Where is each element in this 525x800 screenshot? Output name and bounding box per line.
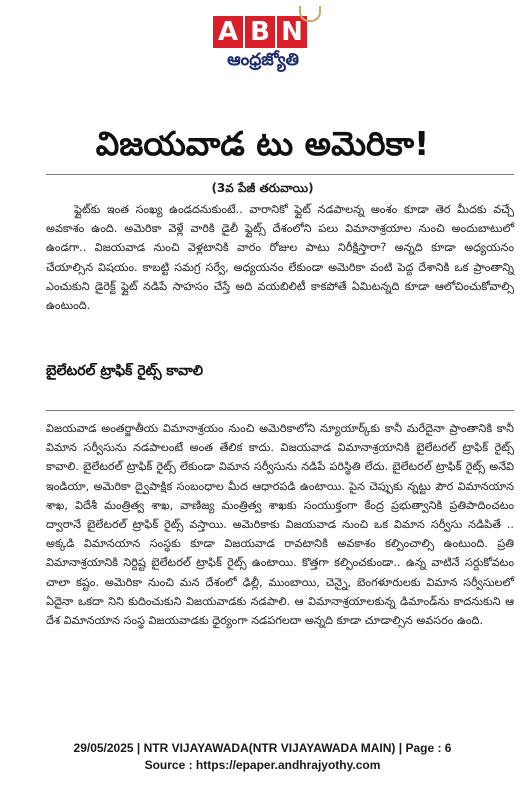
logo-letter-b: B — [245, 16, 275, 48]
logo-subtitle: ఆంధ్రజ్యోతి — [227, 50, 299, 70]
continuation-note: (3వ పేజీ తరువాయి) — [211, 181, 314, 195]
subheading-divider — [46, 410, 514, 411]
headline-divider — [46, 174, 514, 175]
paragraph-1-text: ఫ్లైట్‌కు ఇంత సంఖ్య ఉండదనుకుంటే.. వారానికో ఫ్లైట్ నడపాలన్న అంశం కూడా తెర మీదకు వచ్చే అవకాశం ఉంది. అమెరికా వెళ్లే వారికి డైలీ ఫ్లైట్స్ దేశంలోని పలు విమానాశ్రయాల నుంచి అందుబాటులో ఉండగా.. విజయవాడ నుంచి వెళ్లటానికి వారం రోజుల పాటు నిరీక్షిస్తారా? అన్నది కూడా అధ్యయనం చేయాల్సిన విషయం. కాబట్టి సమగ్ర సర్వే, అధ్యయనం లేకుండా అమెరికా వంటి పెద్ద దేశానికి ఒక ప్రాంతాన్ని ఎంచుకుని డైరెక్ట్ ఫ్లైట్ నడిపే సాహసం చేస్తే అది వయబిలిటీ కాకపోతే ఏమిటన్నది కూడా ఆలోచించుకోవాల్సి ఉంటుంది. — [46, 203, 514, 313]
logo-letter-a: A — [213, 16, 243, 48]
section-subheading: బైలేటరల్ ట్రాఫిక్ రైట్స్ కావాలి — [46, 363, 204, 379]
footer-edition-info: 29/05/2025 | NTR VIJAYAWADA(NTR VIJAYAWADA MAIN) | Page : 6 — [73, 741, 452, 755]
masthead — [0, 10, 525, 90]
footer-source-link[interactable]: Source : https://epaper.andhrajyothy.com — [144, 758, 381, 772]
abn-logo[interactable] — [213, 16, 313, 74]
logo-letters — [213, 16, 313, 48]
paragraph-2-text: విజయవాడ అంతర్జాతీయ విమానాశ్రయం నుంచి అమెరికాలోని న్యూయార్క్‌కు కానీ మరేదైనా ప్రాంతానికి కానీ విమాన సర్వీసును నడపాలంటే అంత తేలిక కాదు. విజయవాడ విమానాశ్రయానికి బైలేటరల్ ట్రాఫిక్ రైట్స్ కావాలి. బైలేటరల్ ట్రాఫిక్ రైట్స్ లేకుండా విమాన సర్వీసును నడిపే పరిస్థితి లేదు. బైలేటరల్ ట్రాఫిక్ రైట్స్ అనేవి ఇండియా, అమెరికా ద్వైపాక్షిక సంబంధాల మీద ఆధారపడి ఉంటాయి. పైన చెప్పుకు న్నట్టు పౌర విమానయాన శాఖ, విదేశీ మంత్రిత్వ శాఖ, వాణిజ్య మంత్రిత్వ శాఖకు సంయుక్తంగా కేంద్ర ప్రభుత్వానికి ప్రతిపాదించటం ద్వారానే బైలేటరల్ ట్రాఫిక్ రైట్స్ వస్తాయి. అమెరికాకు విజయవాడ నుంచి ఒక విమాన సర్వీసు నడిపితే .. అక్కడి విమానయాన సంస్థకు కూడా విజయవాడ రావటానికి అవకాశం కల్పించాల్సి ఉంటుంది. ప్రతి విమానాశ్రయానికి నిర్దిష్ట బైలేటరల్ ట్రాఫిక్ రైట్స్ ఉంటాయి. కొత్తగా కల్పించకుండా.. ఉన్న వాటినే సర్దుకోవటం చాలా కష్టం. అమెరికా నుంచి మన దేశంలో ఢిల్లీ, ముంబాయి, చెన్నై, బెంగళూరులకు విమాన సర్వీసులలో ఏదైనా ఒకదా నిని కుదించుకుని విజయవాడకు నడపాలి. ఆ విమానాశ్రయాలకున్న డిమాండ్‌ను కాదనుకుని ఆ దేశ విమానయాన సంస్థ విజయవాడకు ధైర్యంగా నడపగలదా అన్నది కూడా చూడాల్సిన అవసరం ఉంది. — [46, 422, 514, 628]
page-footer — [0, 740, 525, 774]
article-headline: విజయవాడ టు అమెరికా! — [95, 124, 430, 163]
logo-cup-icon — [299, 6, 321, 22]
article-paragraph-1 — [46, 200, 514, 315]
article-paragraph-2 — [46, 419, 514, 630]
logo-letter-n: N — [277, 16, 307, 48]
